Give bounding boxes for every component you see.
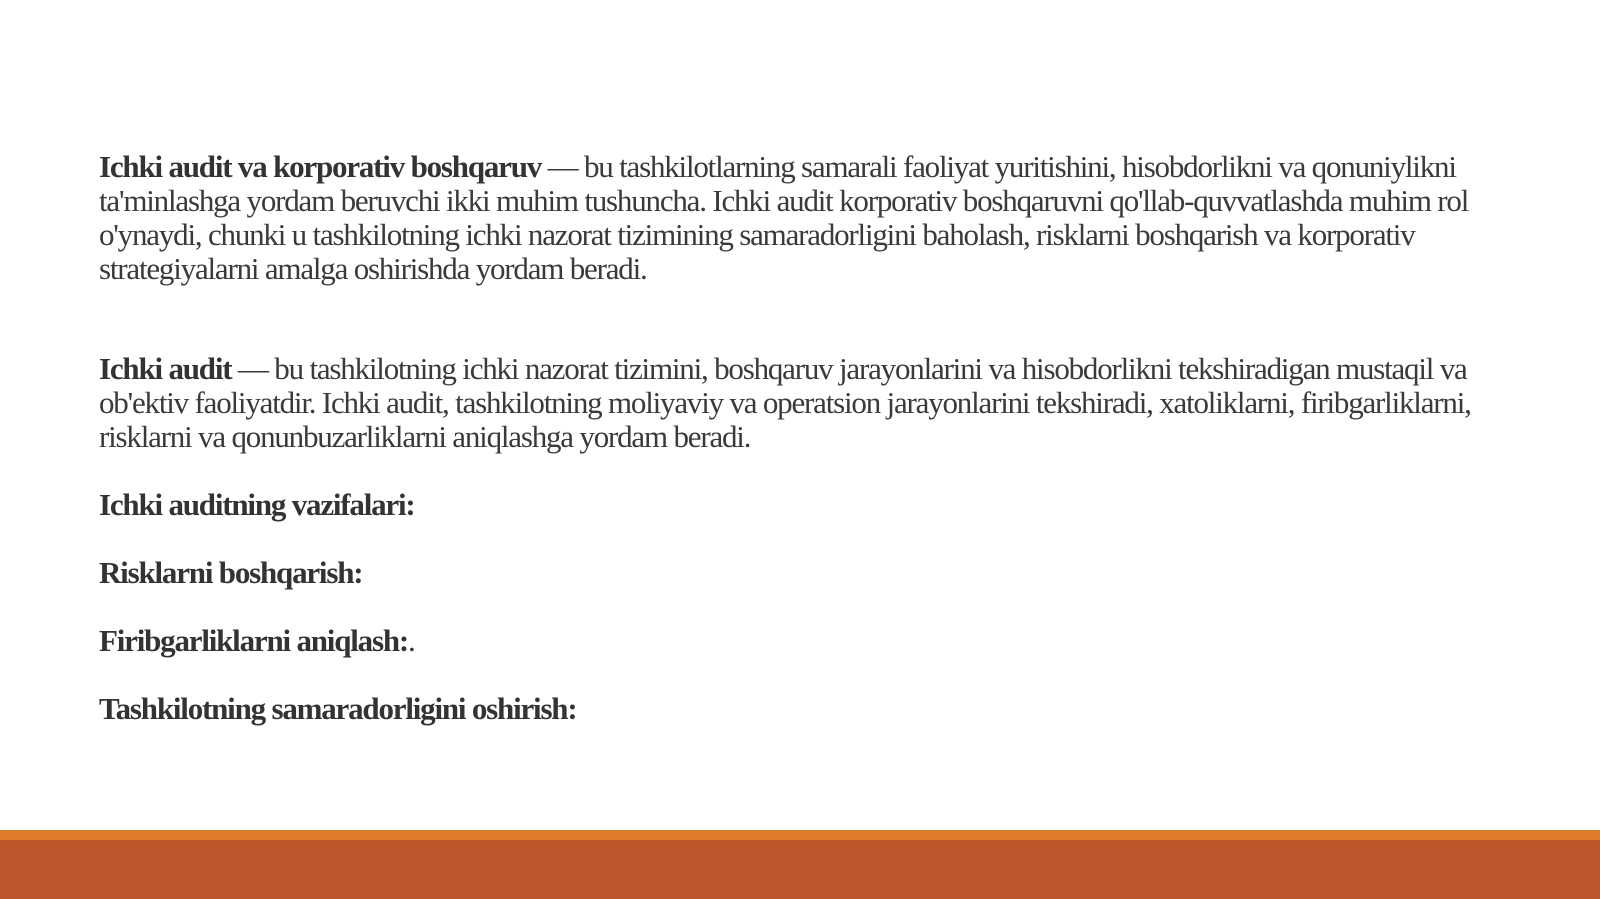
definition-term: Ichki audit — [99, 351, 232, 386]
intro-term: Ichki audit va korporativ boshqaruv — [99, 149, 542, 184]
intro-paragraph — [99, 150, 1509, 286]
intro-text: — bu tashkilotlarning samarali faoliyat yuritishini, hisobdorlikni va qonuniylikni ta'minlashga yordam beruvchi ikki muhim tushuncha. Ichki audit korporativ boshqaruvni qo'llab-quvvatlashda muhim rol o'ynaydi, chunki u tashkilotning ichki nazorat tizimining samaradorligini baholash, risklarni boshqarish va korporativ strategiyalarni amalga oshirishda yordam beradi. — [99, 149, 1469, 286]
heading-efficiency: Tashkilotning samaradorligini oshirish: — [99, 691, 577, 726]
definition-text: — bu tashkilotning ichki nazorat tizimini, boshqaruv jarayonlarini va hisobdorlikni tekshiradigan mustaqil va ob'ektiv faoliyatdir. Ichki audit, tashkilotning moliyaviy va operatsion jarayonlarini tekshiradi, xatoliklarni, firibgarliklarni, risklarni va qonunbuzarliklarni aniqlashga yordam beradi. — [99, 351, 1471, 454]
heading-fraud-detection: Firibgarliklarni aniqlash:. — [99, 623, 415, 658]
footer-accent-line — [0, 830, 1600, 840]
footer-band — [0, 830, 1600, 899]
heading-fraud-suffix: . — [408, 623, 415, 658]
definition-paragraph — [99, 352, 1509, 454]
slide-content — [99, 150, 1509, 726]
heading-risk-management: Risklarni boshqarish: — [99, 555, 363, 590]
heading-tasks: Ichki auditning vazifalari: — [99, 487, 415, 522]
